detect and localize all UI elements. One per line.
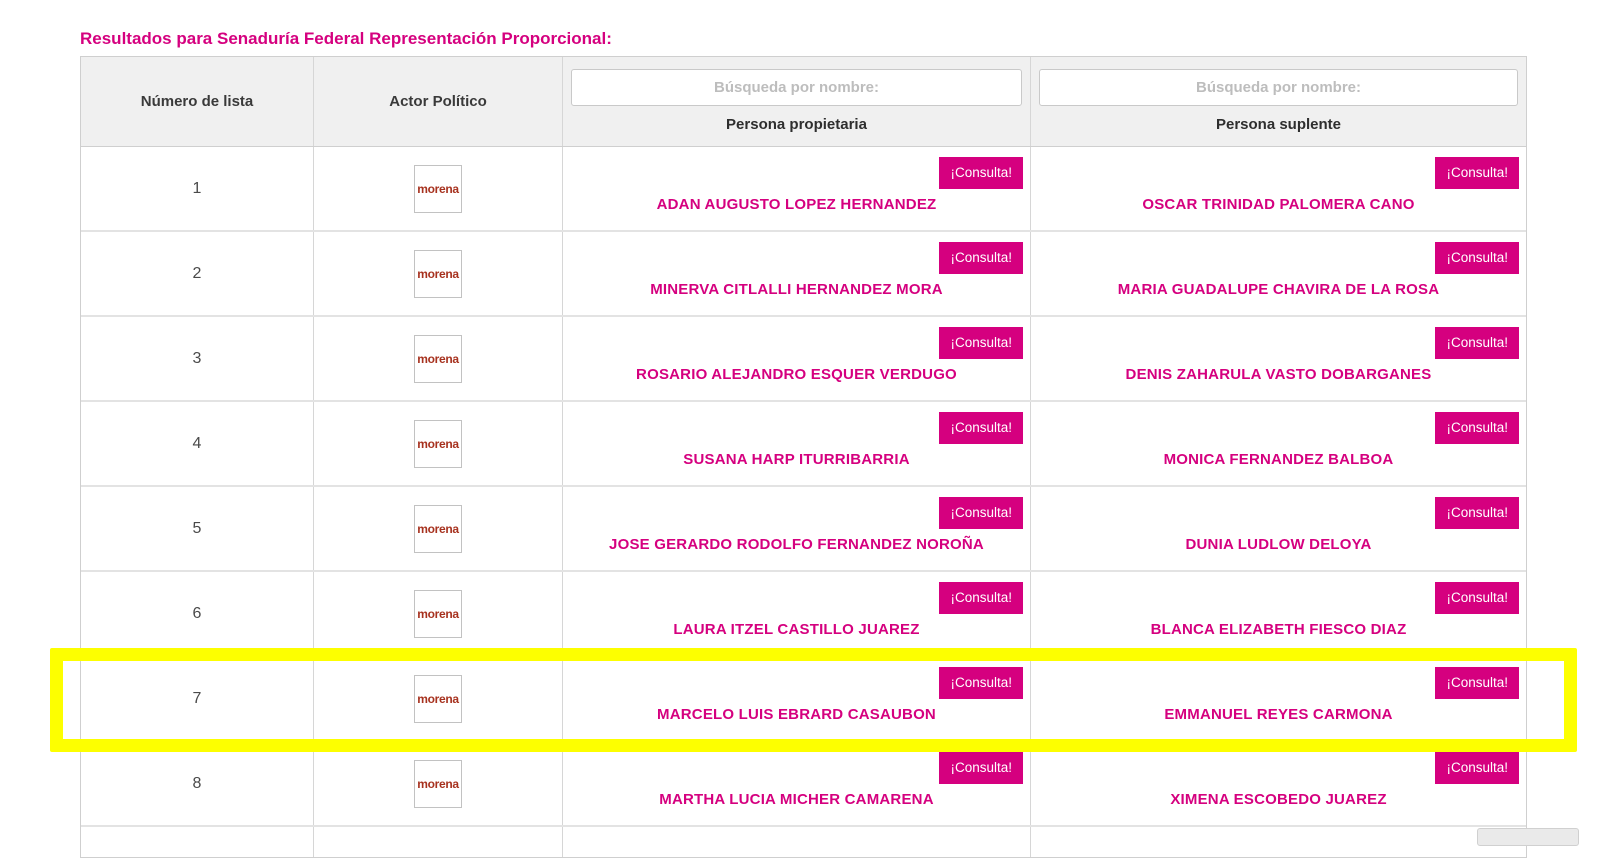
morena-logo-text: morena bbox=[417, 606, 459, 621]
morena-party-logo bbox=[414, 590, 462, 638]
list-number-cell: 2 bbox=[81, 232, 314, 315]
party-cell bbox=[314, 402, 563, 485]
list-number-cell: 5 bbox=[81, 487, 314, 570]
table-row-4 bbox=[81, 402, 1526, 487]
table-row-1 bbox=[81, 147, 1526, 232]
propietaria-cell bbox=[563, 147, 1031, 230]
suplente-name: OSCAR TRINIDAD PALOMERA CANO bbox=[1142, 196, 1415, 213]
header-label-propietaria: Persona propietaria bbox=[726, 116, 867, 133]
table-row-5 bbox=[81, 487, 1526, 572]
list-number-cell: 7 bbox=[81, 657, 314, 740]
suplente-cell bbox=[1031, 827, 1526, 857]
consulta-button-suplente[interactable]: ¡Consulta! bbox=[1435, 582, 1519, 614]
consulta-button-propietaria[interactable]: ¡Consulta! bbox=[939, 157, 1023, 189]
results-table bbox=[80, 56, 1527, 858]
propietaria-cell bbox=[563, 657, 1031, 740]
search-input-propietaria[interactable] bbox=[571, 69, 1022, 106]
morena-party-logo bbox=[414, 335, 462, 383]
consulta-button-suplente[interactable]: ¡Consulta! bbox=[1435, 667, 1519, 699]
consulta-button-propietaria[interactable]: ¡Consulta! bbox=[939, 327, 1023, 359]
consulta-button-suplente[interactable]: ¡Consulta! bbox=[1435, 327, 1519, 359]
suplente-name: MONICA FERNANDEZ BALBOA bbox=[1163, 451, 1394, 468]
suplente-cell bbox=[1031, 742, 1526, 825]
list-number-cell: 6 bbox=[81, 572, 314, 655]
header-persona-suplente bbox=[1031, 57, 1526, 146]
morena-party-logo bbox=[414, 760, 462, 808]
morena-party-logo bbox=[414, 505, 462, 553]
header-persona-propietaria bbox=[563, 57, 1031, 146]
party-cell bbox=[314, 487, 563, 570]
consulta-button-suplente[interactable]: ¡Consulta! bbox=[1435, 497, 1519, 529]
suplente-name: EMMANUEL REYES CARMONA bbox=[1164, 706, 1393, 723]
propietaria-cell bbox=[563, 487, 1031, 570]
header-label-suplente: Persona suplente bbox=[1215, 116, 1342, 133]
propietaria-cell bbox=[563, 232, 1031, 315]
suplente-name: BLANCA ELIZABETH FIESCO DIAZ bbox=[1150, 621, 1407, 638]
suplente-name: DUNIA LUDLOW DELOYA bbox=[1185, 536, 1372, 553]
consulta-button-suplente[interactable]: ¡Consulta! bbox=[1435, 752, 1519, 784]
suplente-cell bbox=[1031, 402, 1526, 485]
propietaria-name: MARTHA LUCIA MICHER CAMARENA bbox=[659, 791, 934, 808]
morena-logo-text: morena bbox=[417, 521, 459, 536]
party-cell bbox=[314, 827, 563, 857]
morena-party-logo bbox=[414, 165, 462, 213]
table-row-partial bbox=[81, 827, 1526, 857]
list-number-cell: 4 bbox=[81, 402, 314, 485]
consulta-button-suplente[interactable]: ¡Consulta! bbox=[1435, 157, 1519, 189]
party-cell bbox=[314, 572, 563, 655]
consulta-button-suplente[interactable]: ¡Consulta! bbox=[1435, 242, 1519, 274]
table-header-row bbox=[81, 57, 1526, 147]
party-cell bbox=[314, 232, 563, 315]
party-cell bbox=[314, 657, 563, 740]
suplente-name: MARIA GUADALUPE CHAVIRA DE LA ROSA bbox=[1117, 281, 1440, 298]
suplente-cell bbox=[1031, 572, 1526, 655]
propietaria-cell bbox=[563, 742, 1031, 825]
list-number-cell: 8 bbox=[81, 742, 314, 825]
suplente-cell bbox=[1031, 232, 1526, 315]
suplente-cell bbox=[1031, 317, 1526, 400]
table-row-3 bbox=[81, 317, 1526, 402]
morena-logo-text: morena bbox=[417, 351, 459, 366]
suplente-name: DENIS ZAHARULA VASTO DOBARGANES bbox=[1125, 366, 1432, 383]
table-row-7-highlighted bbox=[81, 657, 1526, 742]
consulta-button-propietaria[interactable]: ¡Consulta! bbox=[939, 242, 1023, 274]
consulta-button-propietaria[interactable]: ¡Consulta! bbox=[939, 582, 1023, 614]
page-title: Resultados para Senaduría Federal Representación Proporcional: bbox=[80, 29, 612, 48]
suplente-cell bbox=[1031, 147, 1526, 230]
consulta-button-propietaria[interactable]: ¡Consulta! bbox=[939, 667, 1023, 699]
consulta-button-propietaria[interactable]: ¡Consulta! bbox=[939, 752, 1023, 784]
propietaria-name: MINERVA CITLALLI HERNANDEZ MORA bbox=[650, 281, 943, 298]
partial-bottom-right-box bbox=[1477, 828, 1579, 846]
propietaria-cell bbox=[563, 317, 1031, 400]
propietaria-cell bbox=[563, 827, 1031, 857]
suplente-name: XIMENA ESCOBEDO JUAREZ bbox=[1170, 791, 1387, 808]
propietaria-name: MARCELO LUIS EBRARD CASAUBON bbox=[657, 706, 936, 723]
table-row-8 bbox=[81, 742, 1526, 827]
suplente-cell bbox=[1031, 657, 1526, 740]
header-numero-de-lista: Número de lista bbox=[81, 57, 314, 146]
morena-party-logo bbox=[414, 250, 462, 298]
party-cell bbox=[314, 147, 563, 230]
consulta-button-propietaria[interactable]: ¡Consulta! bbox=[939, 497, 1023, 529]
propietaria-cell bbox=[563, 402, 1031, 485]
morena-logo-text: morena bbox=[417, 181, 459, 196]
consulta-button-propietaria[interactable]: ¡Consulta! bbox=[939, 412, 1023, 444]
party-cell bbox=[314, 742, 563, 825]
table-row-6 bbox=[81, 572, 1526, 657]
propietaria-name: ROSARIO ALEJANDRO ESQUER VERDUGO bbox=[636, 366, 957, 383]
morena-logo-text: morena bbox=[417, 691, 459, 706]
propietaria-name: SUSANA HARP ITURRIBARRIA bbox=[683, 451, 910, 468]
list-number-cell bbox=[81, 827, 314, 857]
list-number-cell: 3 bbox=[81, 317, 314, 400]
list-number-cell: 1 bbox=[81, 147, 314, 230]
suplente-cell bbox=[1031, 487, 1526, 570]
morena-logo-text: morena bbox=[417, 436, 459, 451]
morena-party-logo bbox=[414, 420, 462, 468]
party-cell bbox=[314, 317, 563, 400]
propietaria-name: ADAN AUGUSTO LOPEZ HERNANDEZ bbox=[656, 196, 937, 213]
propietaria-cell bbox=[563, 572, 1031, 655]
consulta-button-suplente[interactable]: ¡Consulta! bbox=[1435, 412, 1519, 444]
morena-party-logo bbox=[414, 675, 462, 723]
morena-logo-text: morena bbox=[417, 266, 459, 281]
header-actor-politico: Actor Político bbox=[314, 57, 563, 146]
propietaria-name: JOSE GERARDO RODOLFO FERNANDEZ NOROÑA bbox=[609, 536, 984, 553]
propietaria-name: LAURA ITZEL CASTILLO JUAREZ bbox=[673, 621, 920, 638]
table-row-2 bbox=[81, 232, 1526, 317]
morena-logo-text: morena bbox=[417, 776, 459, 791]
search-input-suplente[interactable] bbox=[1039, 69, 1518, 106]
